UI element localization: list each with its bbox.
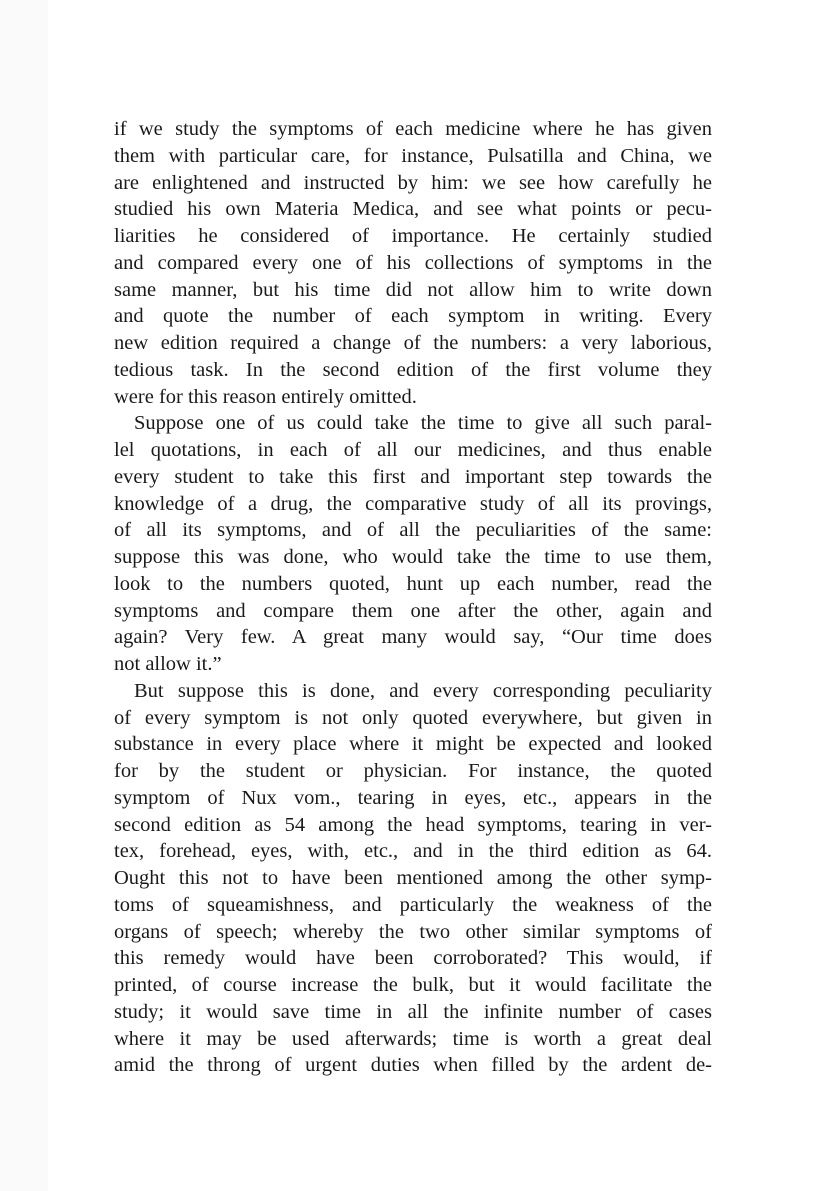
text-line: Suppose one of us could take the time to give all such paral- <box>134 412 712 435</box>
text-line: of every symptom is not only quoted everywhere, but given in <box>114 706 712 729</box>
text-line: study; it would save time in all the infinite number of cases <box>114 1000 712 1023</box>
text-line: look to the numbers quoted, hunt up each number, read the <box>114 572 712 595</box>
text-line: and quote the number of each symptom in writing. Every <box>114 305 712 328</box>
text-line: not allow it.” <box>114 653 222 675</box>
text-line: symptom of Nux vom., tearing in eyes, etc., appears in the <box>114 786 712 809</box>
text-line: second edition as 54 among the head symptoms, tearing in ver- <box>114 813 712 836</box>
text-line: every student to take this first and important step towards the <box>114 465 712 488</box>
text-line: symptoms and compare them one after the other, again and <box>114 599 712 622</box>
text-line: amid the throng of urgent duties when filled by the ardent de- <box>114 1054 712 1077</box>
text-line: new edition required a change of the numbers: a very laborious, <box>114 332 712 354</box>
text-line: of all its symptoms, and of all the peculiarities of the same: <box>114 519 712 542</box>
text-line: where it may be used afterwards; time is worth a great deal <box>114 1027 712 1050</box>
text-line: and compared every one of his collections of symptoms in the <box>114 251 712 274</box>
text-line: lel quotations, in each of all our medicines, and thus enable <box>114 439 712 461</box>
text-line: organs of speech; whereby the two other similar symptoms of <box>114 920 712 943</box>
text-line: substance in every place where it might be expected and looked <box>114 733 712 756</box>
text-line: them with particular care, for instance, Pulsatilla and China, we <box>114 144 712 167</box>
text-line: if we study the symptoms of each medicine where he has given <box>114 118 712 140</box>
text-line: liarities he considered of importance. He certainly studied <box>114 225 712 247</box>
text-line: toms of squeamishness, and particularly the weakness of the <box>114 893 712 916</box>
text-line: for by the student or physician. For instance, the quoted <box>114 760 712 782</box>
text-line: again? Very few. A great many would say, “Our time does <box>114 626 712 649</box>
text-line: same manner, but his time did not allow him to write down <box>114 278 712 301</box>
page-body-text <box>114 116 712 1079</box>
text-line: tedious task. In the second edition of the first volume they <box>114 358 712 381</box>
text-line: studied his own Materia Medica, and see what points or pecu- <box>114 198 712 221</box>
paragraph <box>114 410 712 678</box>
text-line: this remedy would have been corroborated? This would, if <box>114 947 712 970</box>
text-line: knowledge of a drug, the comparative study of all its provings, <box>114 492 712 515</box>
text-line: are enlightened and instructed by him: we see how carefully he <box>114 171 712 194</box>
paragraph <box>114 678 712 1079</box>
text-line: were for this reason entirely omitted. <box>114 385 417 408</box>
paragraph <box>114 116 712 410</box>
text-line: tex, forehead, eyes, with, etc., and in the third edition as 64. <box>114 840 712 863</box>
text-line: Ought this not to have been mentioned among the other symp- <box>114 867 712 889</box>
text-line: suppose this was done, who would take the time to use them, <box>114 546 712 568</box>
text-line: But suppose this is done, and every corresponding peculiarity <box>134 679 712 702</box>
text-line: printed, of course increase the bulk, but it would facilitate the <box>114 974 712 996</box>
